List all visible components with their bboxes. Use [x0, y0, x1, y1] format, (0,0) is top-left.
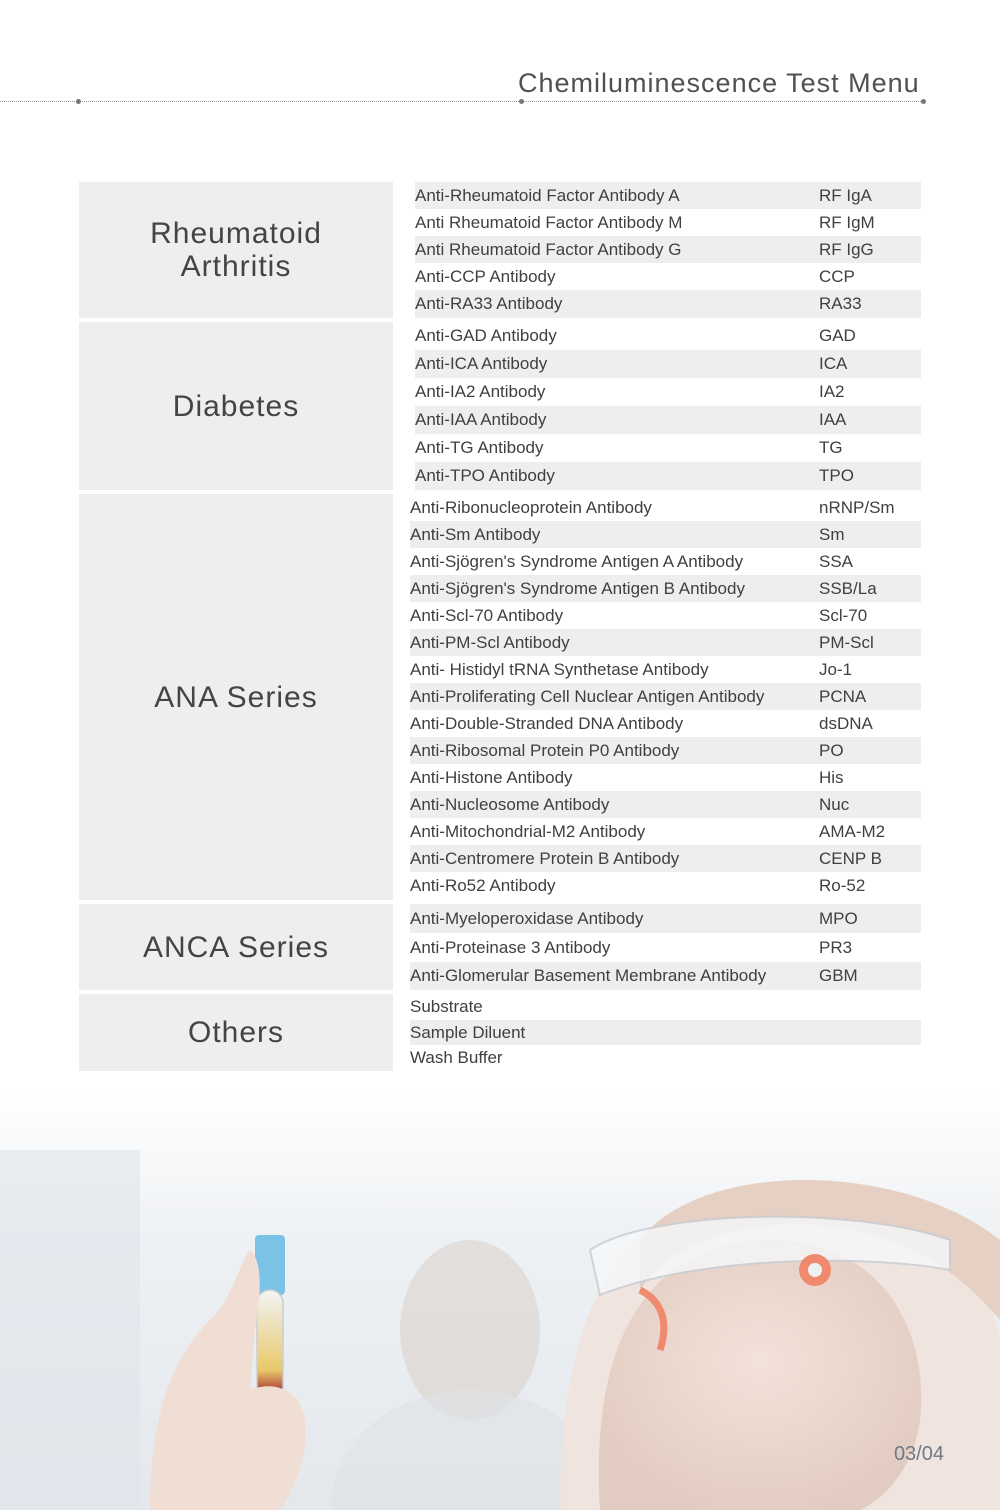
- table-row: [415, 350, 921, 378]
- table-row: [410, 521, 921, 548]
- table-row: [410, 791, 921, 818]
- test-abbr: GAD: [819, 326, 856, 345]
- test-abbr: RF IgA: [819, 185, 872, 205]
- rule-dot: [519, 99, 524, 104]
- test-name: Anti-Glomerular Basement Membrane Antibody: [410, 966, 767, 985]
- test-name: Anti- Histidyl tRNA Synthetase Antibody: [410, 659, 709, 679]
- test-name: Anti-RA33 Antibody: [415, 294, 563, 313]
- test-abbr: His: [819, 767, 844, 787]
- table-row: [410, 710, 921, 737]
- test-abbr: Nuc: [819, 794, 850, 814]
- header-rule: [0, 101, 925, 102]
- table-row: [415, 462, 921, 490]
- test-abbr: RF IgG: [819, 239, 874, 259]
- test-name: Anti-CCP Antibody: [415, 266, 556, 286]
- test-name: Anti-Centromere Protein B Antibody: [410, 848, 680, 868]
- category-line: Rheumatoid: [150, 217, 322, 250]
- test-name: Anti-IA2 Antibody: [415, 382, 546, 401]
- table-row: [410, 764, 921, 791]
- test-name: Anti-GAD Antibody: [415, 326, 557, 345]
- category-label: [79, 494, 393, 900]
- test-abbr: nRNP/Sm: [819, 497, 895, 517]
- test-name: Anti-Proteinase 3 Antibody: [410, 937, 611, 957]
- test-name: Anti-TG Antibody: [415, 438, 544, 457]
- category-label: [79, 994, 393, 1071]
- test-name: Anti-Sjögren's Syndrome Antigen B Antibody: [410, 578, 745, 598]
- test-abbr: Scl-70: [819, 605, 868, 625]
- test-name: Anti-Ro52 Antibody: [410, 876, 556, 895]
- table-row: [410, 1020, 921, 1045]
- test-name: Anti-Sjögren's Syndrome Antigen A Antibody: [410, 551, 744, 571]
- table-row: [415, 378, 921, 406]
- table-row: [410, 962, 921, 990]
- category-label: [79, 322, 393, 490]
- table-row: [410, 845, 921, 872]
- category-group: [79, 182, 921, 318]
- test-name: Anti-TPO Antibody: [415, 466, 555, 485]
- test-name: Anti-Nucleosome Antibody: [410, 794, 610, 814]
- table-row: [415, 322, 921, 350]
- category-group: [79, 322, 921, 490]
- table-row: [410, 737, 921, 764]
- table-row: [415, 263, 921, 290]
- table-row: [410, 933, 921, 962]
- table-row: [410, 683, 921, 710]
- test-name: Anti-Proliferating Cell Nuclear Antigen Antibody: [410, 686, 765, 706]
- category-line: Diabetes: [172, 389, 300, 423]
- test-abbr: SSA: [819, 551, 854, 571]
- table-row: [410, 575, 921, 602]
- test-name: Anti-Scl-70 Antibody: [410, 605, 564, 625]
- test-abbr: CENP B: [819, 848, 882, 868]
- test-abbr: PO: [819, 740, 844, 760]
- test-abbr: RF IgM: [819, 212, 875, 232]
- test-abbr: TG: [819, 438, 843, 457]
- test-abbr: GBM: [819, 966, 858, 985]
- test-name: Anti-IAA Antibody: [415, 410, 547, 429]
- table-row: [415, 182, 921, 209]
- table-row: [415, 236, 921, 263]
- table-row: [410, 548, 921, 575]
- test-menu-table: [79, 182, 921, 1075]
- table-row: [410, 1045, 921, 1071]
- table-row: [410, 494, 921, 521]
- table-row: [410, 994, 921, 1020]
- category-line: Arthritis: [180, 250, 292, 283]
- rule-dot: [921, 99, 926, 104]
- test-abbr: ICA: [819, 354, 848, 373]
- test-name: Anti-Sm Antibody: [410, 524, 541, 544]
- test-abbr: MPO: [819, 908, 858, 928]
- test-name: Anti-Myeloperoxidase Antibody: [410, 908, 644, 928]
- test-abbr: RA33: [819, 294, 862, 313]
- test-name: Anti-ICA Antibody: [415, 354, 548, 373]
- test-name: Anti-PM-Scl Antibody: [410, 632, 570, 652]
- rule-dot: [76, 99, 81, 104]
- page-number: 03/04: [893, 1443, 944, 1465]
- table-row: [410, 818, 921, 845]
- test-name: Anti-Ribosomal Protein P0 Antibody: [410, 740, 680, 760]
- category-group: [79, 994, 921, 1071]
- test-name: Anti-Histone Antibody: [410, 767, 573, 787]
- table-row: [410, 872, 921, 900]
- lab-photo-illustration: [0, 1090, 1000, 1510]
- page-title: Chemiluminescence Test Menu: [518, 68, 920, 98]
- test-name: Anti-Rheumatoid Factor Antibody A: [415, 185, 680, 205]
- test-name: Anti-Mitochondrial-M2 Antibody: [410, 821, 646, 841]
- table-row: [415, 406, 921, 434]
- table-row: [410, 629, 921, 656]
- table-row: [410, 656, 921, 683]
- test-abbr: PCNA: [819, 686, 867, 706]
- table-row: [410, 602, 921, 629]
- table-row: [415, 209, 921, 236]
- test-name: Anti Rheumatoid Factor Antibody M: [415, 212, 683, 232]
- category-line: ANA Series: [154, 680, 318, 714]
- table-row: [410, 904, 921, 933]
- test-name: Sample Diluent: [410, 1022, 526, 1042]
- category-label: [79, 904, 393, 990]
- test-abbr: Sm: [819, 524, 845, 544]
- test-name: Anti Rheumatoid Factor Antibody G: [415, 239, 682, 259]
- test-abbr: SSB/La: [819, 578, 877, 598]
- test-name: Wash Buffer: [410, 1048, 503, 1067]
- test-name: Anti-Double-Stranded DNA Antibody: [410, 713, 684, 733]
- test-name: Substrate: [410, 997, 483, 1016]
- lab-photo: [0, 1090, 1000, 1510]
- table-row: [415, 290, 921, 318]
- test-abbr: Jo-1: [819, 659, 853, 679]
- test-abbr: dsDNA: [819, 713, 873, 733]
- test-abbr: IAA: [819, 410, 847, 429]
- test-abbr: IA2: [819, 382, 845, 401]
- category-group: [79, 494, 921, 900]
- test-abbr: CCP: [819, 266, 855, 286]
- category-line: ANCA Series: [142, 930, 330, 964]
- table-row: [415, 434, 921, 462]
- category-line: Others: [187, 1016, 285, 1049]
- test-abbr: PM-Scl: [819, 632, 874, 652]
- test-name: Anti-Ribonucleoprotein Antibody: [410, 497, 652, 517]
- test-abbr: Ro-52: [819, 876, 866, 895]
- category-group: [79, 904, 921, 990]
- category-label: [79, 182, 393, 318]
- test-abbr: AMA-M2: [819, 821, 886, 841]
- test-abbr: PR3: [819, 937, 853, 957]
- test-abbr: TPO: [819, 466, 854, 485]
